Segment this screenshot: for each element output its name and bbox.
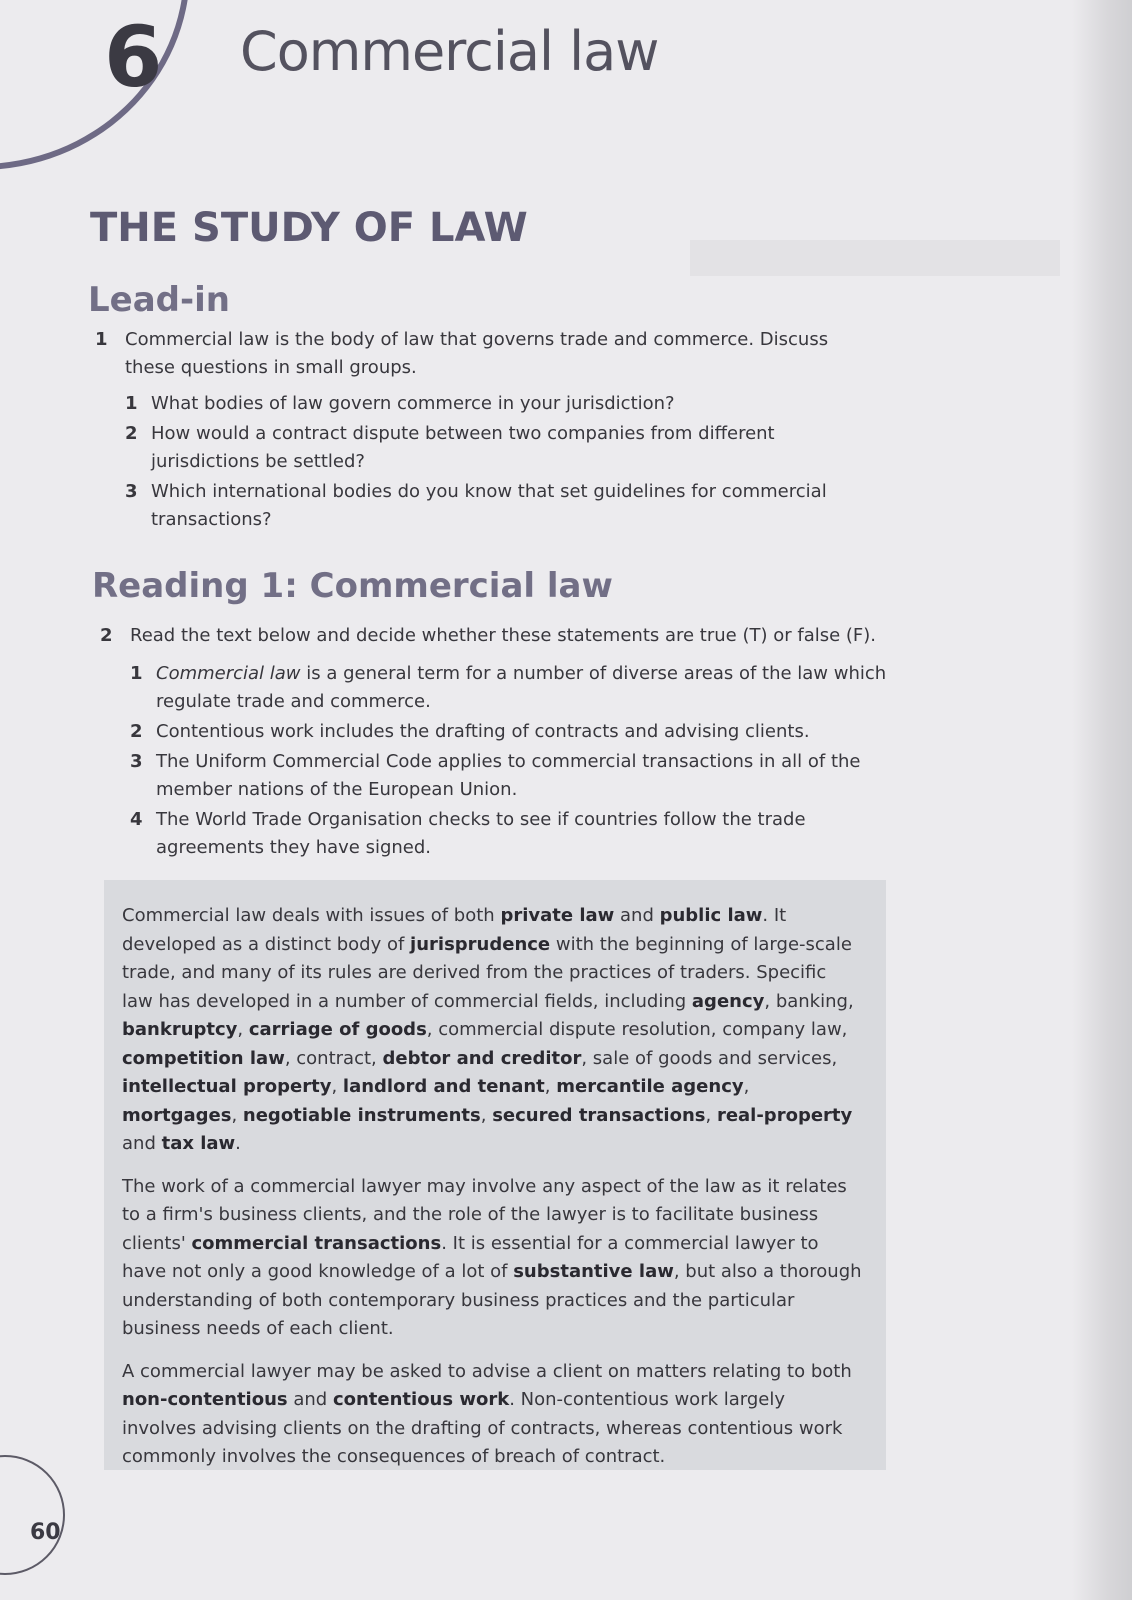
key-term: real-property [716, 1104, 853, 1126]
item-text: How would a contract dispute between two companies from different jurisdictions be settled? [151, 423, 775, 472]
text-run: with the beginning of large-scale trade, and many of its rules are derived from the practices of traders. Specific law has developed in a number of commercial fields, including [122, 933, 852, 1012]
text-run: , [544, 1076, 557, 1097]
key-term: bankruptcy [122, 1019, 238, 1040]
page-edge-shadow [1072, 0, 1132, 1600]
item-text: The World Trade Organisation checks to see if countries follow the trade agreements they have signed. [156, 809, 806, 858]
item-text: What bodies of law govern commerce in your jurisdiction? [151, 393, 675, 414]
text-run: Commercial law deals with issues of both [122, 905, 501, 926]
key-term: commercial transactions [191, 1232, 442, 1254]
item-text: Which international bodies do you know that set guidelines for commercial transactions? [151, 481, 827, 530]
key-term: non-contentious [122, 1389, 288, 1410]
reading-heading: Reading 1: Commercial law [92, 566, 613, 606]
text-run: . [235, 1133, 241, 1154]
key-term: tax law [161, 1133, 236, 1154]
key-term: jurisprudence [410, 933, 551, 955]
key-term: landlord and tenant [342, 1076, 545, 1097]
question-number: 1 [95, 329, 108, 350]
text-run: , [480, 1104, 493, 1126]
key-term: agency [691, 990, 765, 1012]
list-item [125, 478, 865, 534]
item-number: 2 [125, 423, 138, 444]
text-run: . It is essential for a commercial lawyer to have not only a good knowledge of a lot of [122, 1232, 819, 1282]
item-italic: Commercial law [156, 663, 301, 684]
list-item [130, 660, 890, 716]
lead-in-question [95, 326, 865, 536]
key-term: negotiable instruments [242, 1104, 481, 1126]
item-number: 4 [130, 809, 143, 830]
list-item [125, 390, 865, 418]
text-run: , but also a thorough understanding of both contemporary business practices and the particular business needs of each client. [122, 1261, 862, 1339]
text-run: , [743, 1076, 750, 1097]
list-item [130, 806, 890, 862]
question-text: Read the text below and decide whether these statements are true (T) or false (F). [130, 625, 877, 646]
key-term: contentious work [332, 1389, 510, 1410]
text-run: , banking, [764, 990, 854, 1012]
text-run: and [614, 905, 660, 926]
reading-paragraph [122, 1358, 862, 1472]
key-term: private law [500, 905, 615, 926]
reading-question [100, 622, 890, 864]
text-run: , [237, 1019, 249, 1040]
text-run: A commercial lawyer may be asked to advise a client on matters relating to both [122, 1360, 852, 1382]
item-text [156, 660, 890, 716]
key-term: debtor and creditor [382, 1047, 582, 1069]
item-number: 1 [125, 393, 138, 414]
key-term: competition law [122, 1047, 285, 1069]
key-term: mercantile agency [556, 1076, 744, 1097]
text-run: and [122, 1133, 162, 1154]
key-term: public law [659, 905, 763, 926]
list-item [125, 420, 865, 476]
item-text: Contentious work includes the drafting of contracts and advising clients. [156, 721, 810, 742]
item-number: 3 [130, 751, 143, 772]
section-title: THE STUDY OF LAW [90, 205, 528, 251]
question-text: Commercial law is the body of law that governs trade and commerce. Discuss these questions in small groups. [125, 329, 829, 378]
question-number: 2 [100, 625, 113, 646]
show-through-bar [690, 240, 1060, 276]
statement-list [130, 660, 890, 862]
text-run: The work of a commercial lawyer may involve any aspect of the law as it relates to a firm's business clients, and the role of the lawyer is to facilitate business clients' [122, 1175, 847, 1254]
key-term: mortgages [122, 1104, 232, 1126]
text-run: , [705, 1104, 717, 1126]
page-number: 60 [30, 1520, 61, 1545]
item-number: 2 [130, 721, 143, 742]
key-term: secured transactions [492, 1104, 706, 1126]
text-run: . It developed as a distinct body of [122, 905, 787, 955]
key-term: carriage of goods [248, 1019, 427, 1040]
chapter-number: 6 [104, 8, 163, 106]
text-run: and [287, 1389, 333, 1410]
item-number: 1 [130, 663, 143, 684]
page-number-circle [0, 1455, 65, 1575]
key-term: substantive law [513, 1261, 674, 1282]
list-item [130, 748, 890, 804]
list-item [130, 718, 890, 746]
item-number: 3 [125, 481, 138, 502]
lead-in-heading: Lead-in [88, 280, 230, 320]
text-run: , [331, 1076, 343, 1097]
reading-text-box [104, 880, 886, 1470]
reading-paragraph [122, 902, 862, 1159]
key-term: intellectual property [122, 1076, 332, 1097]
item-text-rest: is a general term for a number of diverse areas of the law which regulate trade and commerce. [156, 663, 887, 712]
chapter-title: Commercial law [240, 20, 659, 83]
text-run: , contract, [284, 1047, 383, 1069]
lead-in-question-list [125, 390, 865, 534]
item-text: The Uniform Commercial Code applies to commercial transactions in all of the member nations of the European Union. [156, 751, 861, 800]
text-run: , [231, 1104, 243, 1126]
text-run: , sale of goods and services, [581, 1047, 838, 1069]
reading-paragraph [122, 1173, 862, 1344]
text-run: . Non-contentious work largely involves advising clients on the drafting of contracts, whereas contentious work commonly involves the consequences of breach of contract. [122, 1389, 843, 1467]
text-run: , commercial dispute resolution, company law, [426, 1019, 848, 1040]
